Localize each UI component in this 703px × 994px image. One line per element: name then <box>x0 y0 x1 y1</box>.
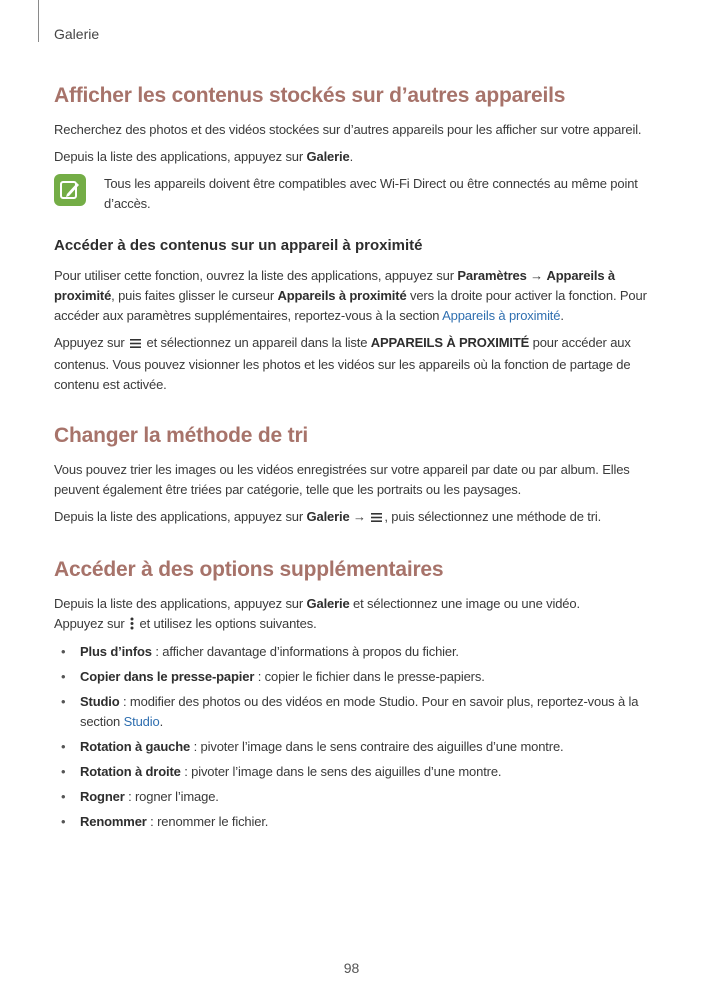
list-item: • Copier dans le presse-papier : copier le fichier dans le presse-papiers. <box>61 669 485 684</box>
nearby-devices-link[interactable]: Appareils à proximité <box>442 308 561 323</box>
section-title-remote-content: Afficher les contenus stockés sur d’autres appareils <box>54 84 566 107</box>
page-content <box>54 82 650 837</box>
note-text: Tous les appareils doivent être compatibles avec Wi-Fi Direct ou être connectés au même point d’accès. <box>104 176 638 211</box>
options-intro: Depuis la liste des applications, appuyez sur Galerie et sélectionnez une image ou une vidéo. Appuyez sur et utilisez les options suivantes. <box>54 594 650 636</box>
gallery-term: Galerie <box>306 149 350 164</box>
more-options-icon <box>130 616 134 636</box>
note-box <box>54 174 650 214</box>
running-header: Galerie <box>54 26 100 42</box>
list-item: • Rotation à gauche : pivoter l’image dans le sens contraire des aiguilles d’une montre. <box>61 739 564 754</box>
list-item: • Renommer : renommer le fichier. <box>61 814 269 829</box>
note-pencil-icon <box>54 174 86 206</box>
list-item: • Plus d’infos : afficher davantage d’informations à propos du fichier. <box>61 644 459 659</box>
studio-link[interactable]: Studio <box>123 714 160 729</box>
intro-paragraph: Recherchez des photos et des vidéos stockées sur d’autres appareils pour les afficher sur votre appareil. <box>54 122 642 137</box>
page-number: 98 <box>343 960 360 976</box>
nearby-instructions: Pour utiliser cette fonction, ouvrez la liste des applications, appuyez sur Paramètres → Appareils à proximité, puis faites glisser le curseur Appareils à proximité vers la droite pour activer la fonction. Pour accéder aux paramètres supplémentaires, reportez-vous à la section Appareils à proximité. <box>54 268 647 323</box>
options-list <box>54 642 650 832</box>
subsection-title-nearby: Accéder à des contenus sur un appareil à proximité <box>54 237 423 254</box>
sort-instruction: Depuis la liste des applications, appuyez sur Galerie → , puis sélectionnez une méthode de tri. <box>54 507 650 529</box>
open-gallery-instruction: Depuis la liste des applications, appuyez sur Galerie. <box>54 149 354 164</box>
sort-paragraph: Vous pouvez trier les images ou les vidéos enregistrées sur votre appareil par date ou par album. Elles peuvent également être triées par catégorie, telle que les portraits ou les paysages. <box>54 462 630 497</box>
nearby-list-instructions: Appuyez sur et sélectionnez un appareil dans la liste APPAREILS À PROXIMITÉ pour accéder aux contenus. Vous pouvez visionner les photos et les vidéos sur les appareils où la fonction de partage de contenu est activée. <box>54 335 631 392</box>
list-item: • Rogner : rogner l’image. <box>61 789 219 804</box>
list-menu-icon <box>371 509 382 529</box>
list-item: • Rotation à droite : pivoter l’image dans le sens des aiguilles d’une montre. <box>61 764 502 779</box>
section-title-options: Accéder à des options supplémentaires <box>54 558 444 581</box>
header-rule <box>38 0 39 42</box>
list-menu-icon <box>130 335 141 355</box>
section-title-sort: Changer la méthode de tri <box>54 424 309 447</box>
list-item: • Studio : modifier des photos ou des vidéos en mode Studio. Pour en savoir plus, reportez-vous à la section Studio. <box>61 694 639 729</box>
